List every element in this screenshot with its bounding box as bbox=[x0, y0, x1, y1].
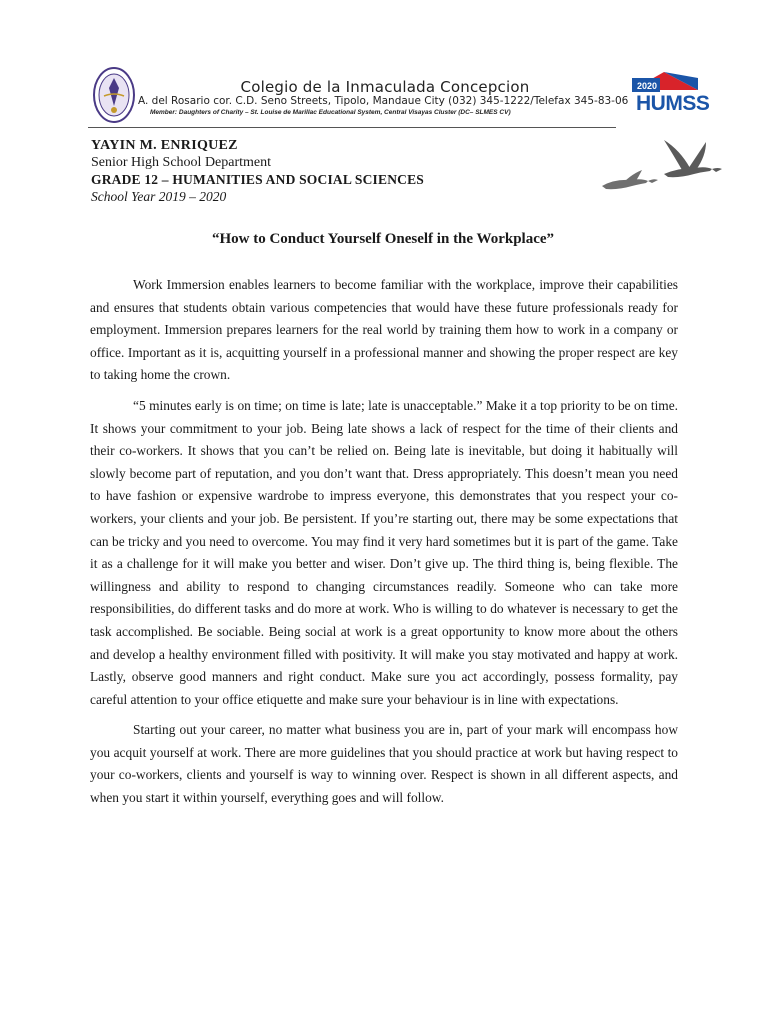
header-divider bbox=[88, 127, 616, 128]
school-name: Colegio de la Inmaculada Concepcion bbox=[240, 78, 530, 96]
paragraph: “5 minutes early is on time; on time is late; late is unacceptable.” Make it a top priority to be on time. It shows your commitment to your job. Being late shows a lack of respect for the time of their clients and their co-workers. It shows that you can’t be relied on. Being late is inevitable, but doing it habitually will slowly become part of reputation, and you don’t want that. Dress appropriately. This doesn’t mean you need to have fashion or expensive wardrobe to impress everyone, this demonstrates that you respect your co-workers, your clients and your job. Be persistent. If you’re starting out, there may be some expectations that can be tricky and you need to overcome. You may find it very hard sometimes but it is part of the game. Take it as a challenge for it will make you better and wiser. Don’t give up. The third thing is, being flexible. The willingness and ability to respond to changing circumstances readily. Someone who can take more responsibilities, do different tasks and do more at work. Who is willing to do whatever is necessary to get the task accomplished. Be sociable. Being social at work is a great opportunity to know more about the others and develop a healthy environment filled with positivity. It will make you stay motivated and happy at work. Lastly, observe good manners and right conduct. Make sure you act accordingly, possess formality, pay careful attention to your office etiquette and make sure your behaviour is in line with expectations. bbox=[90, 397, 678, 707]
department: Senior High School Department bbox=[91, 155, 272, 170]
school-address: A. del Rosario cor. C.D. Seno Streets, Tipolo, Mandaue City (032) 345-1222/Telefax 345-83-06 bbox=[138, 95, 628, 107]
student-info bbox=[91, 137, 424, 205]
essay-title: “How to Conduct Yourself Oneself in the Workplace” bbox=[211, 231, 555, 247]
humss-logo bbox=[628, 70, 710, 120]
paragraph: Work Immersion enables learners to become familiar with the workplace, improve their capabilities and ensures that students obtain various competencies that would have these future professionals ready for employment. Immersion prepares learners for the real world by training them how to work in a company or office. Important as it is, acquitting yourself in a professional manner and showing the proper respect are key to taking home the crown. bbox=[90, 277, 678, 383]
humss-year: 2020 bbox=[637, 81, 658, 91]
humss-wordmark: HUMSS bbox=[636, 92, 710, 115]
school-year: School Year 2019 – 2020 bbox=[91, 189, 227, 204]
membership-line: Member: Daughters of Charity – St. Louise de Marillac Educational System, Central Visayas Cluster (DC– SLMES CV) bbox=[150, 109, 511, 116]
school-seal-icon bbox=[92, 66, 136, 124]
essay-body bbox=[90, 274, 678, 818]
student-name: YAYIN M. ENRIQUEZ bbox=[91, 138, 238, 153]
grade-strand: GRADE 12 – HUMANITIES AND SOCIAL SCIENCES bbox=[91, 172, 425, 187]
paragraph: Starting out your career, no matter what business you are in, part of your mark will encompass how you acquit yourself at work. There are more guidelines that you should practice at work but having respect to your co-workers, clients and yourself is way to winning over. Respect is shown in all different aspects, and when you start it within yourself, everything goes and will follow. bbox=[90, 722, 678, 806]
flying-geese-icon bbox=[594, 136, 724, 206]
